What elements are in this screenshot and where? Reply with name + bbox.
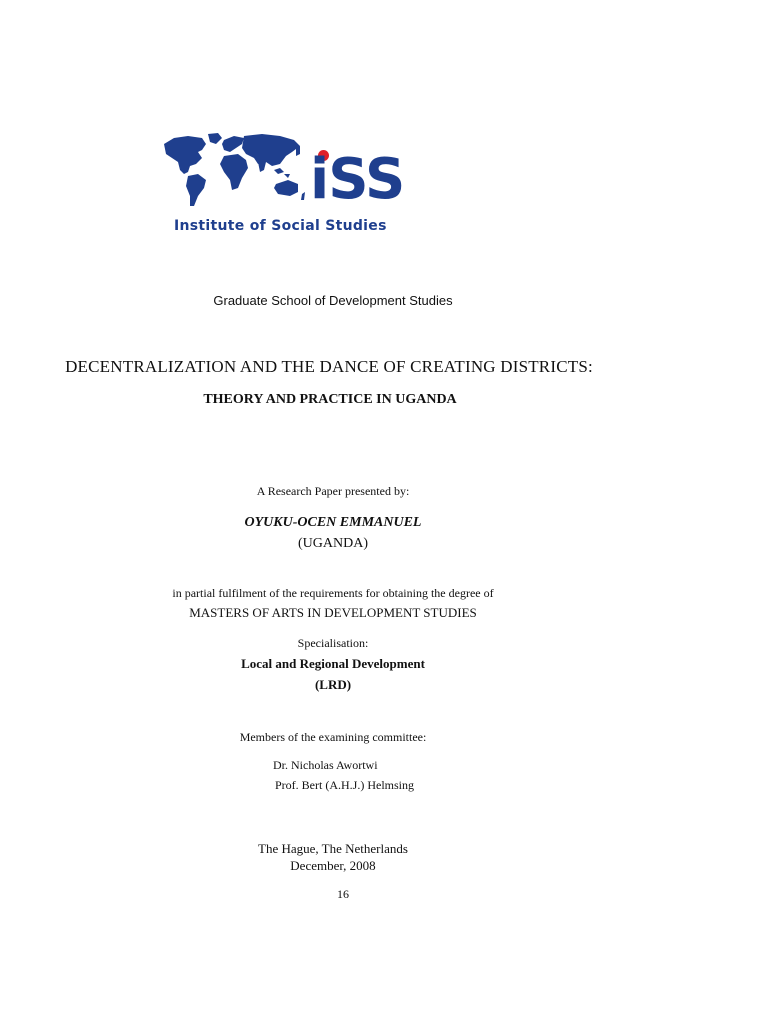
world-map-icon [158, 130, 308, 212]
page-number: 16 [337, 887, 349, 901]
degree-name: MASTERS OF ARTS IN DEVELOPMENT STUDIES [189, 605, 477, 620]
presented-by-label: A Research Paper presented by: [256, 484, 410, 498]
place: The Hague, The Netherlands [258, 841, 408, 856]
partial-fulfilment-text: in partial fulfilment of the requirements for obtaining the degree of [172, 586, 494, 600]
committee-member: Prof. Bert (A.H.J.) Helmsing [275, 778, 414, 792]
date: December, 2008 [290, 858, 376, 873]
specialisation-label: Specialisation: [297, 636, 369, 650]
author-country: (UGANDA) [298, 536, 368, 551]
paper-subtitle: THEORY AND PRACTICE IN UGANDA [203, 392, 457, 407]
specialisation-abbreviation: (LRD) [314, 677, 352, 692]
logo-institute-name: Institute of Social Studies [174, 218, 387, 234]
paper-title: DECENTRALIZATION AND THE DANCE OF CREATING DISTRICTS: [65, 357, 593, 376]
specialisation-value: Local and Regional Development [241, 656, 425, 671]
author-name: OYUKU-OCEN EMMANUEL [244, 515, 422, 530]
committee-label: Members of the examining committee: [239, 730, 427, 744]
iss-logo [158, 130, 408, 242]
school-name: Graduate School of Development Studies [213, 293, 453, 308]
committee-member: Dr. Nicholas Awortwi [273, 758, 378, 772]
logo-acronym: iSS [310, 147, 405, 212]
